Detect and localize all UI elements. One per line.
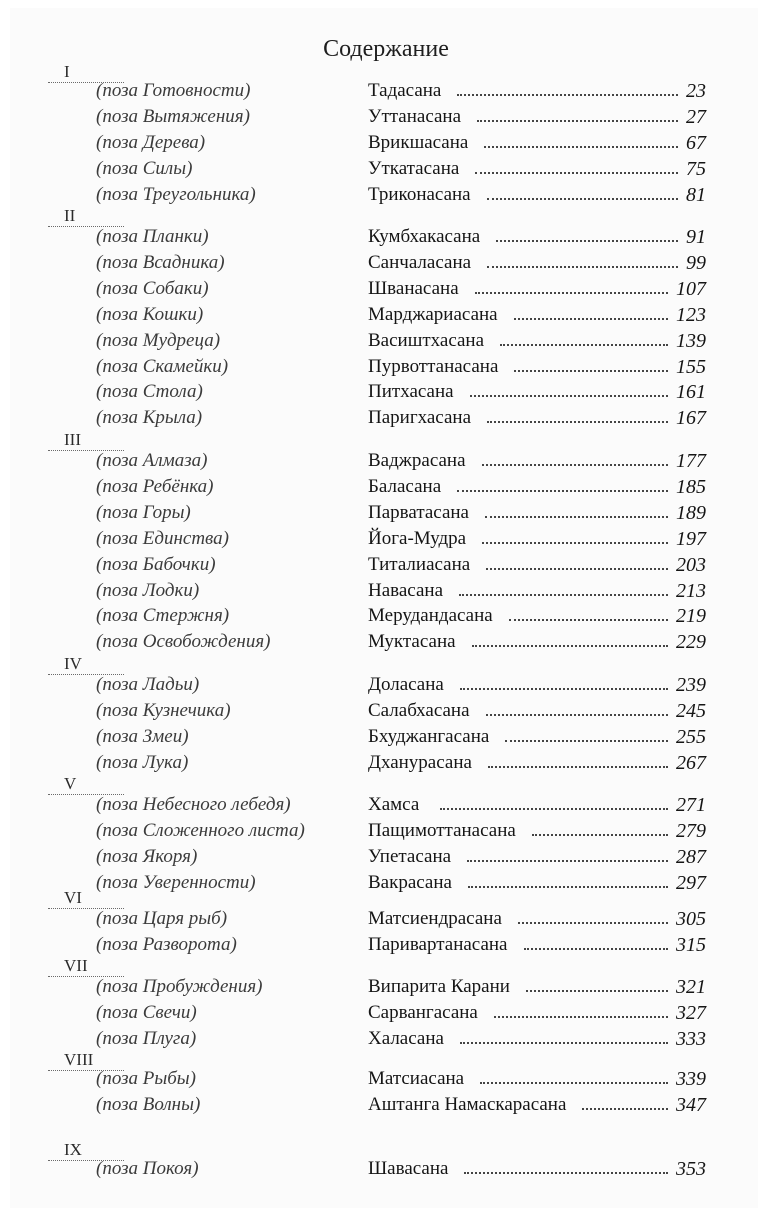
pose-gloss: (поза Плуга)	[96, 1027, 197, 1049]
asana-name: Паригхасана	[368, 407, 471, 429]
pose-gloss: (поза Разворота)	[96, 933, 237, 955]
asana-name: Йога-Мудра	[368, 527, 467, 549]
leader-dots	[467, 860, 668, 862]
asana-name: Парватасана	[368, 501, 469, 523]
leader-dots	[582, 1108, 668, 1110]
page-number: 161	[676, 381, 706, 404]
toc-entry[interactable]	[0, 158, 772, 184]
page-number: 99	[686, 251, 706, 274]
asana-name: Тадасана	[368, 80, 442, 101]
pose-gloss: (поза Треугольника)	[96, 183, 256, 205]
pose-gloss: (поза Лодки)	[96, 579, 200, 601]
page-number: 203	[676, 553, 706, 576]
toc-entry[interactable]	[0, 1068, 772, 1094]
section-numeral: III	[48, 430, 124, 451]
asana-name: Триконасана	[368, 183, 471, 205]
leader-dots	[484, 146, 678, 148]
toc-entry[interactable]	[0, 528, 772, 554]
toc-entry[interactable]	[0, 106, 772, 132]
page-number: 75	[686, 157, 706, 180]
leader-dots	[509, 619, 668, 621]
pose-gloss: (поза Уверенности)	[96, 871, 256, 893]
pose-gloss: (поза Якоря)	[96, 845, 198, 867]
section-numeral: IV	[48, 654, 124, 675]
leader-dots	[485, 516, 668, 518]
toc-entry[interactable]	[0, 80, 772, 106]
asana-name: Врикшасана	[368, 131, 469, 153]
section-numeral: I	[48, 62, 124, 83]
pose-gloss: (поза Мудреца)	[96, 329, 221, 351]
pose-gloss: (поза Змеи)	[96, 725, 189, 747]
asana-name: Вакрасана	[368, 871, 452, 893]
toc-entry[interactable]	[0, 252, 772, 278]
pose-gloss: (поза Стола)	[96, 381, 203, 403]
page-number: 287	[676, 845, 706, 868]
page-number: 333	[676, 1027, 706, 1050]
asana-name: Марджариасана	[368, 303, 498, 325]
toc-entry[interactable]	[0, 226, 772, 252]
leader-dots	[440, 808, 668, 810]
pose-gloss: (поза Алмаза)	[96, 450, 208, 471]
page-number: 239	[676, 674, 706, 696]
pose-gloss: (поза Всадника)	[96, 251, 225, 273]
section-numeral: VIII	[48, 1050, 124, 1071]
asana-name: Шванасана	[368, 277, 459, 299]
page-number: 267	[676, 751, 706, 774]
pose-gloss: (поза Дерева)	[96, 131, 206, 153]
leader-dots	[468, 886, 668, 888]
pose-gloss: (поза Покоя)	[96, 1158, 199, 1179]
toc-entry[interactable]	[0, 1094, 772, 1120]
asana-name: Васиштхасана	[368, 329, 485, 351]
toc-entry[interactable]	[0, 908, 772, 934]
asana-name: Матсиендрасана	[368, 908, 502, 929]
toc-entry[interactable]	[0, 330, 772, 356]
leader-dots	[524, 948, 669, 950]
leader-dots	[460, 1042, 668, 1044]
leader-dots	[475, 292, 668, 294]
toc-entry[interactable]	[0, 976, 772, 1002]
section-numeral: IX	[48, 1140, 124, 1161]
page-number: 297	[676, 871, 706, 894]
asana-name: Уткатасана	[368, 157, 460, 179]
toc-entry[interactable]	[0, 278, 772, 304]
section-numeral: II	[48, 206, 124, 227]
asana-name: Пурвоттанасана	[368, 355, 499, 377]
asana-name: Халасана	[368, 1027, 444, 1049]
leader-dots	[459, 594, 668, 596]
page-number: 305	[676, 908, 706, 930]
pose-gloss: (поза Собаки)	[96, 277, 209, 299]
pose-gloss: (поза Кузнечика)	[96, 699, 231, 721]
page-number: 213	[676, 579, 706, 602]
page-title: Содержание	[323, 36, 449, 62]
leader-dots	[475, 172, 678, 174]
asana-name: Кумбхакасана	[368, 226, 481, 247]
leader-dots	[457, 94, 678, 96]
toc-entry[interactable]	[0, 605, 772, 631]
toc-entry[interactable]	[0, 356, 772, 382]
page-number: 23	[686, 80, 706, 102]
pose-gloss: (поза Волны)	[96, 1093, 201, 1115]
page-number: 177	[676, 450, 706, 472]
leader-dots	[487, 198, 678, 200]
leader-dots	[482, 464, 668, 466]
pose-gloss: (поза Освобождения)	[96, 631, 271, 653]
toc-entry[interactable]	[0, 1158, 772, 1184]
asana-name: Упетасана	[368, 845, 452, 867]
leader-dots	[494, 1016, 668, 1018]
page-number: 155	[676, 355, 706, 378]
toc-entry[interactable]	[0, 450, 772, 476]
leader-dots	[526, 990, 668, 992]
page-number: 123	[676, 303, 706, 326]
asana-name: Бхуджангасана	[368, 725, 490, 747]
asana-name: Сарвангасана	[368, 1001, 478, 1023]
page-number: 229	[676, 631, 706, 654]
leader-dots	[532, 834, 668, 836]
leader-dots	[480, 1082, 668, 1084]
leader-dots	[477, 120, 678, 122]
page-number: 107	[676, 277, 706, 300]
toc-entry[interactable]	[0, 132, 772, 158]
pose-gloss: (поза Вытяжения)	[96, 105, 250, 127]
page-number: 271	[676, 794, 706, 816]
asana-name: Паривартанасана	[368, 933, 508, 955]
asana-name: Випарита Карани	[368, 976, 510, 997]
section-numeral: VII	[48, 956, 124, 977]
leader-dots	[460, 688, 668, 690]
pose-gloss: (поза Небесного лебедя)	[96, 794, 291, 815]
asana-name: Питхасана	[368, 381, 454, 403]
asana-name: Навасана	[368, 579, 444, 601]
page-number: 327	[676, 1001, 706, 1024]
page-number: 139	[676, 329, 706, 352]
page-number: 189	[676, 501, 706, 524]
toc-entry[interactable]	[0, 580, 772, 606]
pose-gloss: (поза Скамейки)	[96, 355, 229, 377]
asana-name: Муктасана	[368, 631, 456, 653]
toc-entry[interactable]	[0, 794, 772, 820]
page-number: 185	[676, 475, 706, 498]
asana-name: Уттанасана	[368, 105, 462, 127]
toc-entry[interactable]	[0, 304, 772, 330]
page-number: 255	[676, 725, 706, 748]
pose-gloss: (поза Горы)	[96, 501, 191, 523]
pose-gloss: (поза Ладьи)	[96, 674, 200, 695]
pose-gloss: (поза Лука)	[96, 751, 189, 773]
leader-dots	[482, 542, 668, 544]
leader-dots	[518, 922, 668, 924]
toc-entry[interactable]	[0, 726, 772, 752]
pose-gloss: (поза Ребёнка)	[96, 475, 214, 497]
asana-name: Санчаласана	[368, 251, 472, 273]
asana-name: Титалиасана	[368, 553, 471, 575]
leader-dots	[496, 240, 678, 242]
asana-name: Шавасана	[368, 1158, 449, 1179]
toc-entry[interactable]	[0, 1002, 772, 1028]
toc-entry[interactable]	[0, 846, 772, 872]
leader-dots	[486, 568, 668, 570]
pose-gloss: (поза Сложенного листа)	[96, 819, 305, 841]
page-number: 27	[686, 105, 706, 128]
leader-dots	[470, 395, 668, 397]
asana-name: Аштанга Намаскарасана	[368, 1093, 567, 1115]
leader-dots	[472, 645, 668, 647]
pose-gloss: (поза Стержня)	[96, 605, 230, 627]
page-number: 279	[676, 819, 706, 842]
section-numeral: V	[48, 774, 124, 795]
leader-dots	[500, 344, 668, 346]
pose-gloss: (поза Рыбы)	[96, 1068, 196, 1089]
pose-gloss: (поза Бабочки)	[96, 553, 216, 575]
asana-name: Доласана	[368, 674, 444, 695]
pose-gloss: (поза Царя рыб)	[96, 908, 228, 929]
asana-name: Хамса	[368, 794, 420, 815]
asana-name: Пащимоттанасана	[368, 819, 516, 841]
toc-entry[interactable]	[0, 502, 772, 528]
pose-gloss: (поза Готовности)	[96, 80, 251, 101]
leader-dots	[514, 318, 668, 320]
pose-gloss: (поза Силы)	[96, 157, 193, 179]
toc-entry[interactable]	[0, 476, 772, 502]
pose-gloss: (поза Крыла)	[96, 407, 203, 429]
asana-name: Дханурасана	[368, 751, 472, 773]
page-number: 67	[686, 131, 706, 154]
asana-name: Мерудандасана	[368, 605, 493, 627]
toc-entry[interactable]	[0, 554, 772, 580]
leader-dots	[505, 740, 668, 742]
toc-entry[interactable]	[0, 381, 772, 407]
pose-gloss: (поза Единства)	[96, 527, 229, 549]
toc-entry[interactable]	[0, 674, 772, 700]
asana-name: Баласана	[368, 475, 442, 497]
leader-dots	[514, 370, 668, 372]
toc-entry[interactable]	[0, 820, 772, 846]
page-number: 219	[676, 605, 706, 628]
page-number: 167	[676, 407, 706, 430]
asana-name: Ваджрасана	[368, 450, 466, 471]
leader-dots	[464, 1172, 668, 1174]
leader-dots	[487, 266, 678, 268]
page-number: 321	[676, 976, 706, 998]
page-number: 91	[686, 226, 706, 248]
toc-entry[interactable]	[0, 700, 772, 726]
asana-name: Салабхасана	[368, 699, 470, 721]
pose-gloss: (поза Пробуждения)	[96, 976, 263, 997]
leader-dots	[457, 490, 668, 492]
page-number: 347	[676, 1093, 706, 1116]
page-number: 353	[676, 1158, 706, 1180]
page-number: 81	[686, 183, 706, 206]
asana-name: Матсиасана	[368, 1068, 465, 1089]
section-numeral: VI	[48, 888, 124, 909]
leader-dots	[487, 421, 668, 423]
leader-dots	[486, 714, 668, 716]
page-number: 339	[676, 1068, 706, 1090]
page-number: 245	[676, 699, 706, 722]
pose-gloss: (поза Планки)	[96, 226, 209, 247]
pose-gloss: (поза Свечи)	[96, 1001, 197, 1023]
pose-gloss: (поза Кошки)	[96, 303, 204, 325]
page-number: 197	[676, 527, 706, 550]
leader-dots	[488, 766, 668, 768]
page-number: 315	[676, 933, 706, 956]
